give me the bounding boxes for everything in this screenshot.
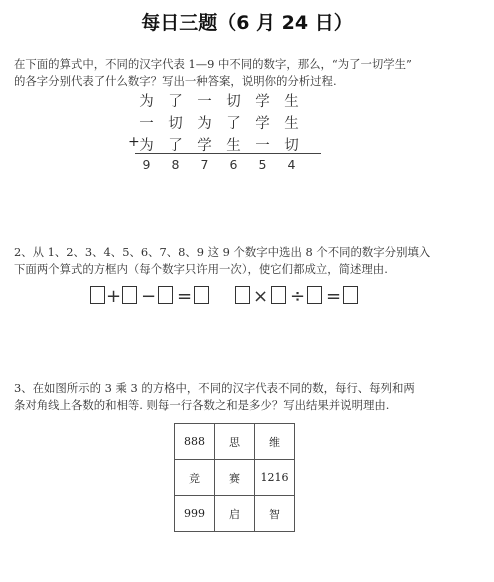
magic-square-grid (174, 423, 295, 532)
problem-3-line-1: 3、在如图所示的 3 乘 3 的方格中，不同的汉字代表不同的数，每行、每列和两 (14, 381, 415, 395)
addend-char: 学 (255, 94, 270, 110)
grid-row (175, 424, 295, 460)
problem-2-line-1: 2、从 1、2、3、4、5、6、7、8、9 这 9 个数字中选出 8 个不同的数字分别填入 (14, 245, 431, 259)
addend-char: 切 (284, 138, 299, 154)
answer-box[interactable] (235, 286, 250, 304)
addend-char: 了 (168, 138, 183, 154)
addend-char: 为 (197, 116, 212, 132)
problem-3-text (14, 380, 484, 414)
grid-row (175, 496, 295, 532)
sum-result-row (132, 157, 306, 172)
addend-char: 生 (284, 116, 299, 132)
grid-row (175, 460, 295, 496)
addend-char: 学 (197, 138, 212, 154)
addend-row-2 (132, 112, 306, 133)
addend-row-1 (132, 90, 306, 111)
grid-cell: 启 (215, 496, 255, 532)
result-digit: 7 (200, 157, 209, 172)
answer-box[interactable] (343, 286, 358, 304)
answer-box[interactable] (271, 286, 286, 304)
grid-cell: 999 (175, 496, 215, 532)
result-digit: 5 (258, 157, 267, 172)
addend-char: 了 (168, 94, 183, 110)
grid-cell: 维 (255, 424, 295, 460)
addend-char: 一 (139, 116, 154, 132)
result-digit: 6 (229, 157, 238, 172)
answer-box[interactable] (122, 286, 137, 304)
answer-box[interactable] (307, 286, 322, 304)
problem-1-text (14, 56, 484, 90)
addend-char: 切 (226, 94, 241, 110)
answer-box[interactable] (194, 286, 209, 304)
result-digit: 8 (171, 157, 180, 172)
addend-char: 为 (139, 94, 154, 110)
addend-row-3 (132, 134, 306, 155)
plus-operator: + (106, 286, 122, 307)
multiply-operator: × (253, 286, 269, 307)
sum-rule-line (135, 153, 321, 154)
addend-char: 一 (255, 138, 270, 154)
result-digit: 4 (287, 157, 296, 172)
problem-3-line-2: 条对角线上各数的和相等. 则每一行各数之和是多少？写出结果并说明理由. (14, 398, 390, 412)
addend-char: 学 (255, 116, 270, 132)
grid-cell: 1216 (255, 460, 295, 496)
minus-operator: − (141, 286, 157, 307)
plus-sign: + (128, 134, 140, 150)
answer-box[interactable] (90, 286, 105, 304)
grid-cell: 竞 (175, 460, 215, 496)
grid-cell: 赛 (215, 460, 255, 496)
problem-2-line-2: 下面两个算式的方框内（每个数字只许用一次），使它们都成立，简述理由. (14, 262, 388, 276)
divide-operator: ÷ (290, 286, 306, 307)
page-title: 每日三题（6 月 24 日） (141, 12, 353, 34)
addend-char: 一 (197, 94, 212, 110)
problem-1-line-2: 的各字分别代表了什么数字？写出一种答案，说明你的分析过程. (14, 74, 337, 88)
addend-char: 生 (284, 94, 299, 110)
equals-operator: = (177, 286, 193, 307)
result-digit: 9 (142, 157, 151, 172)
addend-char: 切 (168, 116, 183, 132)
addend-char: 了 (226, 116, 241, 132)
answer-box[interactable] (158, 286, 173, 304)
addend-char: 生 (226, 138, 241, 154)
grid-cell: 智 (255, 496, 295, 532)
grid-cell: 888 (175, 424, 215, 460)
addend-char: 为 (139, 138, 154, 154)
problem-1-line-1: 在下面的算式中，不同的汉字代表 1—9 中不同的数字，那么，“为了一切学生” (14, 57, 412, 71)
grid-cell: 思 (215, 424, 255, 460)
equals-operator: = (326, 286, 342, 307)
problem-2-text (14, 244, 484, 278)
